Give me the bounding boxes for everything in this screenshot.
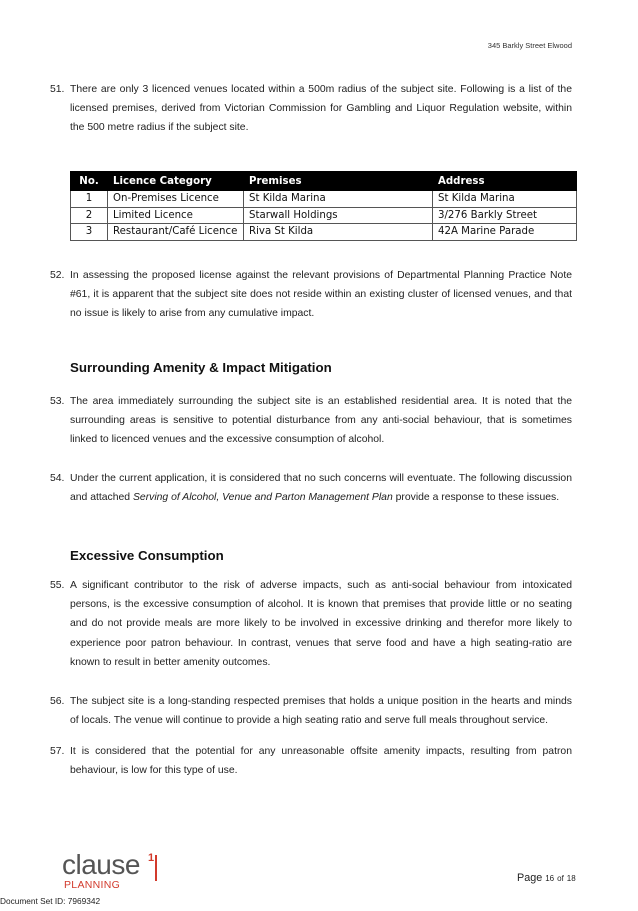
section-heading-amenity: Surrounding Amenity & Impact Mitigation: [70, 360, 332, 375]
licensed-premises-table: [70, 171, 577, 241]
column-header: Address: [433, 172, 577, 191]
table-cell: 3: [71, 224, 108, 241]
text-run: Under the current application, it is considered that no such concerns will eventuate. The following discussion and attached: [70, 473, 572, 504]
paragraph-text: It is considered that the potential for any unreasonable offsite amenity impacts, resulting from patron behaviour, is low for this type of use.: [70, 746, 572, 777]
paragraph-text: A significant contributor to the risk of adverse impacts, such as anti-social behaviour from intoxicated persons, is the excessive consumption of alcohol. It is known that premises that provide little or no seating and do not provide meals are more likely to be involved in excessive drinking and therefor more likely to experience poor patron behaviour. In contrast, venues that serve food and have a high seating-ratio are known to result in better amenity outcomes.: [70, 580, 572, 668]
paragraph-text: The subject site is a long-standing respected premises that holds a unique position in the hearts and minds of locals. The venue will continue to provide a high seating ratio and serve full meals throughout service.: [70, 696, 572, 727]
clause1-planning-logo: [62, 849, 162, 893]
table-cell: Riva St Kilda: [244, 224, 433, 241]
paragraph-56: [50, 692, 572, 730]
logo-superscript: 1: [148, 852, 155, 864]
table-cell: Starwall Holdings: [244, 207, 433, 224]
paragraph-number: 51.: [50, 84, 65, 95]
table-cell: 42A Marine Parade: [433, 224, 577, 241]
paragraph-number: 55.: [50, 580, 65, 591]
table-cell: 3/276 Barkly Street: [433, 207, 577, 224]
paragraph-number: 56.: [50, 696, 65, 707]
paragraph-number: 54.: [50, 473, 65, 484]
table-cell: On-Premises Licence: [108, 191, 244, 208]
management-plan-title: Serving of Alcohol, Venue and Parton Management Plan: [132, 492, 393, 504]
paragraph-number: 53.: [50, 396, 65, 407]
paragraph-53: [50, 392, 572, 450]
text-run: provide a response to these issues.: [392, 492, 560, 504]
page-number: [517, 872, 576, 884]
table-cell: 1: [71, 191, 108, 208]
paragraph-text: [70, 469, 572, 507]
table-cell: Limited Licence: [108, 207, 244, 224]
logo-bar: [155, 855, 157, 881]
column-header: Licence Category: [108, 172, 244, 191]
paragraph-55: [50, 576, 572, 672]
paragraph-text: In assessing the proposed license against the relevant provisions of Departmental Planning Practice Note #61, it is apparent that the subject site does not reside within an existing cluster of licensed venues, and that no issue is likely to arise from any cumulative impact.: [70, 270, 572, 320]
paragraph-text: The area immediately surrounding the subject site is an established residential area. It is noted that the surrounding areas is sensitive to potential disturbance from any anti-social behaviour, that is sometimes linked to licenced venues and the excessive consumption of alcohol.: [70, 396, 572, 446]
table-header-row: [71, 172, 577, 191]
section-heading-consumption: Excessive Consumption: [70, 548, 224, 563]
column-header: Premises: [244, 172, 433, 191]
table-cell: Restaurant/Café Licence: [108, 224, 244, 241]
logo-subtitle: PLANNING: [64, 879, 121, 891]
document-set-id: Document Set ID: 7969342: [0, 896, 101, 906]
logo-wordmark: clause: [62, 849, 140, 880]
page-header-address: 345 Barkly Street Elwood: [487, 41, 572, 50]
paragraph-52: [50, 266, 572, 324]
table-cell: St Kilda Marina: [433, 191, 577, 208]
paragraph-57: [50, 742, 572, 780]
page-total: 18: [566, 874, 576, 883]
table-cell: 2: [71, 207, 108, 224]
paragraph-text: There are only 3 licenced venues located within a 500m radius of the subject site. Following is a list of the licensed premises, derived from Victorian Commission for Gambling and Liquor Regulation website, within the 500 metre radius if the subject site.: [70, 84, 572, 134]
page-label: Page: [517, 872, 543, 884]
paragraph-51: [50, 80, 572, 138]
table-row: [71, 224, 577, 241]
table-cell: St Kilda Marina: [244, 191, 433, 208]
table-row: [71, 207, 577, 224]
table-row: [71, 191, 577, 208]
page-current: 16: [545, 874, 555, 883]
paragraph-number: 52.: [50, 270, 65, 281]
page-of: of: [557, 874, 564, 883]
paragraph-54: [50, 469, 572, 507]
column-header: No.: [71, 172, 108, 191]
paragraph-number: 57.: [50, 746, 65, 757]
